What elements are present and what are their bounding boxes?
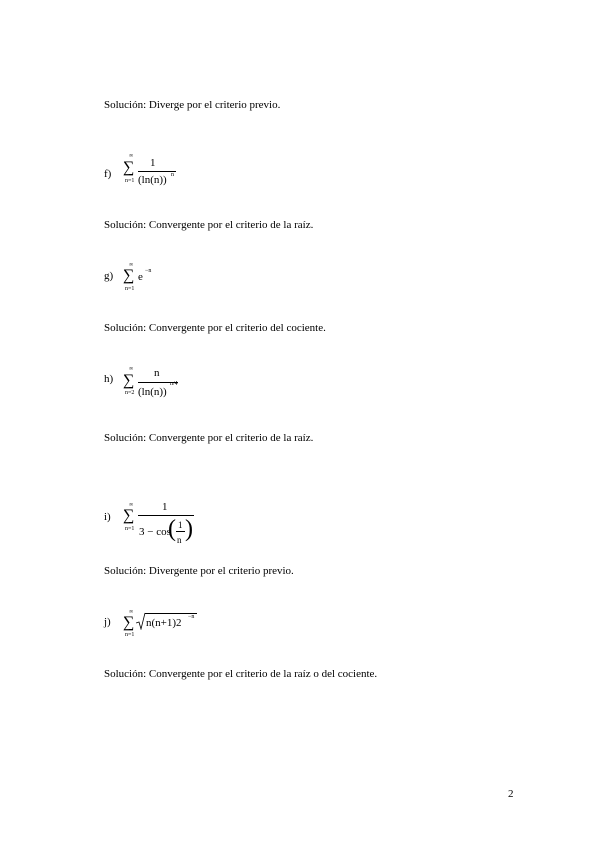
inner-fraction-bar-i bbox=[176, 531, 185, 532]
page-number: 2 bbox=[508, 788, 514, 800]
sum-symbol-j: ∑ bbox=[123, 614, 135, 631]
solution-f: Solución: Convergente por el criterio de la raíz. bbox=[104, 219, 314, 231]
radicand-j: n(n+1)2 bbox=[146, 617, 182, 629]
inner-numerator-i: 1 bbox=[178, 520, 183, 530]
numerator-i: 1 bbox=[162, 501, 168, 513]
numerator-f: 1 bbox=[150, 157, 156, 169]
exponent-j: −n bbox=[188, 614, 195, 620]
item-label-h: h) bbox=[104, 373, 114, 385]
paren-close-i: ) bbox=[185, 516, 193, 542]
sum-upper-j: ∞ bbox=[129, 609, 134, 615]
sum-symbol-i: ∑ bbox=[123, 507, 135, 524]
item-label-j: j) bbox=[104, 616, 111, 628]
denominator-f: (ln(n)) bbox=[138, 174, 167, 186]
sum-upper-f: ∞ bbox=[129, 153, 134, 159]
exponent-f: n bbox=[171, 172, 174, 178]
base-g: e bbox=[138, 271, 143, 283]
sum-lower-f: n=1 bbox=[125, 178, 135, 184]
solution-g: Solución: Convergente por el criterio del cociente. bbox=[104, 322, 326, 334]
sum-upper-i: ∞ bbox=[129, 502, 134, 508]
sum-upper-g: ∞ bbox=[129, 262, 134, 268]
solution-h: Solución: Convergente por el criterio de la raíz. bbox=[104, 432, 314, 444]
sum-lower-g: n=1 bbox=[125, 286, 135, 292]
solution-e: Solución: Diverge por el criterio previo. bbox=[104, 99, 281, 111]
denominator-prefix-i: 3 − cos bbox=[139, 526, 171, 538]
sum-lower-j: n=1 bbox=[125, 632, 135, 638]
numerator-h: n bbox=[154, 367, 160, 379]
exponent-g: −n bbox=[145, 268, 152, 274]
inner-denominator-i: n bbox=[177, 535, 182, 545]
item-label-g: g) bbox=[104, 270, 114, 282]
solution-j: Solución: Convergente por el criterio de la raíz o del cociente. bbox=[104, 668, 378, 680]
solution-i: Solución: Divergente por el criterio previo. bbox=[104, 565, 294, 577]
sum-upper-h: ∞ bbox=[129, 366, 134, 372]
sum-symbol-h: ∑ bbox=[123, 372, 135, 389]
sum-lower-i: n=1 bbox=[125, 526, 135, 532]
exponent-h: n/4 bbox=[170, 381, 178, 387]
paren-open-i: ( bbox=[168, 516, 176, 542]
sum-symbol-g: ∑ bbox=[123, 267, 135, 284]
sum-lower-h: n=2 bbox=[125, 390, 135, 396]
denominator-h: (ln(n)) bbox=[138, 386, 167, 398]
sqrt-sign-j bbox=[136, 612, 146, 630]
item-label-f: f) bbox=[104, 168, 112, 180]
item-label-i: i) bbox=[104, 511, 111, 523]
sum-symbol-f: ∑ bbox=[123, 159, 135, 176]
